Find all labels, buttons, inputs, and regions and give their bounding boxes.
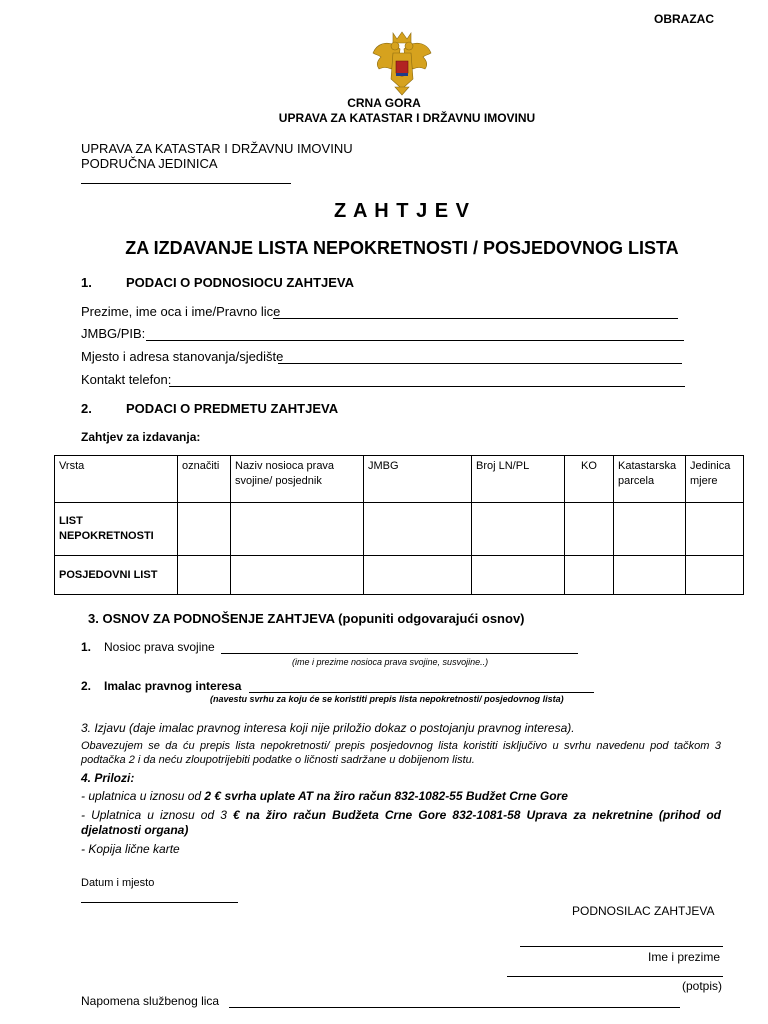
table-cell[interactable] [686,503,744,556]
attachment-2-text: - Uplatnica u iznosu od 3 [81,808,233,822]
table-cell[interactable] [231,503,364,556]
table-cell[interactable] [565,556,614,595]
table-header-cell: Vrsta [55,456,178,503]
table-cell[interactable] [472,503,565,556]
field-phone-label: Kontakt telefon: [81,372,172,387]
field-phone-input[interactable] [169,386,685,387]
table-header-cell: označiti [178,456,231,503]
request-table [54,455,744,595]
row-label-posjedovni-list: POSJEDOVNI LIST [55,556,178,595]
table-header-cell: KO [565,456,614,503]
table-row [55,556,744,595]
basis-1-label: Nosioc prava svojine [104,640,215,654]
table-cell[interactable] [364,556,472,595]
attachment-item-2 [81,808,721,838]
applicant-name-input[interactable] [520,946,723,947]
coat-of-arms-icon [371,29,433,97]
attachment-item-3: - Kopija lične karte [81,842,180,856]
signature-label: (potpis) [682,979,723,993]
date-place-input[interactable] [81,902,238,903]
basis-1-input[interactable] [221,653,578,654]
field-jmbg-input[interactable] [146,340,684,341]
applicant-label: PODNOSILAC ZAHTJEVA [572,904,715,918]
page-subtitle: ZA IZDAVANJE LISTA NEPOKRETNOSTI / POSJEDOVNOG LISTA [125,238,679,258]
page-title: Z A H T J E V [334,200,470,222]
form-label: OBRAZAC [654,12,714,26]
table-cell-mark[interactable] [178,503,231,556]
row-label-list-nepokretnosti: LIST NEPOKRETNOSTI [55,503,178,556]
attachments-heading: 4. Prilozi: [81,771,135,785]
table-cell[interactable] [686,556,744,595]
basis-1-number: 1. [81,640,92,654]
field-name-input[interactable] [273,318,678,319]
table-header-row [55,456,744,503]
basis-2-label: Imalac pravnog interesa [104,679,242,693]
section2-subheading: Zahtjev za izdavanja: [81,430,201,444]
authority-name: UPRAVA ZA KATASTAR I DRŽAVNU IMOVINU [278,111,536,125]
applicant-name-label: Ime i prezime [648,950,721,964]
table-cell[interactable] [364,503,472,556]
country-name: CRNA GORA [347,96,421,110]
field-address-input[interactable] [278,363,682,364]
date-place-label: Datum i mjesto [81,877,155,889]
basis-3-statement: 3. Izjavu (daje imalac pravnog interesa koji nije priložio dokaz o postojanju pravnog interesa). [81,721,575,735]
table-cell[interactable] [472,556,565,595]
basis-2-hint: (navestu svrhu za koju će se koristiti prepis lista nepokretnosti/ posjedovnog lista) [210,694,564,704]
table-cell[interactable] [614,556,686,595]
official-note-label: Napomena službenog lica [81,994,220,1008]
recipient-line-2: PODRUČNA JEDINICA [81,156,218,171]
recipient-unit-line[interactable] [81,183,291,184]
field-jmbg-label: JMBG/PIB: [81,326,146,341]
section2-heading: PODACI O PREDMETU ZAHTJEVA [126,401,339,416]
recipient-line-1: UPRAVA ZA KATASTAR I DRŽAVNU IMOVINU [81,141,353,156]
attachment-2-bold: € na žiro račun Budžeta Crne Gore 832-1081-58 Uprava za nekretnine (prihod od djelatnosti organa) [81,808,721,837]
field-address-label: Mjesto i adresa stanovanja/sjedište [81,349,284,364]
table-cell[interactable] [565,503,614,556]
section3-heading: 3. OSNOV ZA PODNOŠENJE ZAHTJEVA (popuniti odgovarajući osnov) [88,611,525,626]
official-note-input[interactable] [229,1007,680,1008]
table-header-cell: JMBG [364,456,472,503]
attachment-item-1 [81,789,568,803]
table-header-cell: Naziv nosioca prava svojine/ posjednik [231,456,364,503]
table-header-cell: Jedinica mjere [686,456,744,503]
table-cell[interactable] [614,503,686,556]
section1-number: 1. [81,275,92,290]
attachment-1-text: - uplatnica u iznosu od [81,789,205,803]
basis-1-hint: (ime i prezime nosioca prava svojine, susvojine..) [292,657,489,667]
table-cell[interactable] [231,556,364,595]
basis-2-number: 2. [81,679,92,693]
table-header-cell: Broj LN/PL [472,456,565,503]
table-header-cell: Katastarska parcela [614,456,686,503]
field-name-label: Prezime, ime oca i ime/Pravno lice [81,304,281,319]
attachment-1-bold: 2 € svrha uplate AT na žiro račun 832-1082-55 Budžet Crne Gore [204,789,568,803]
declaration-text: Obavezujem se da ću prepis lista nepokretnosti/ prepis posjedovnog lista koristiti isključivo u svrhu navedenu pod tačkom 3 podtačka 2 i da neću zloupotrijebiti podatke o ličnosti sadržane u dobijenom listu. [81,740,721,766]
section1-heading: PODACI O PODNOSIOCU ZAHTJEVA [126,275,355,290]
table-cell-mark[interactable] [178,556,231,595]
table-row [55,503,744,556]
signature-input[interactable] [507,976,723,977]
basis-2-input[interactable] [249,692,594,693]
section2-number: 2. [81,401,92,416]
